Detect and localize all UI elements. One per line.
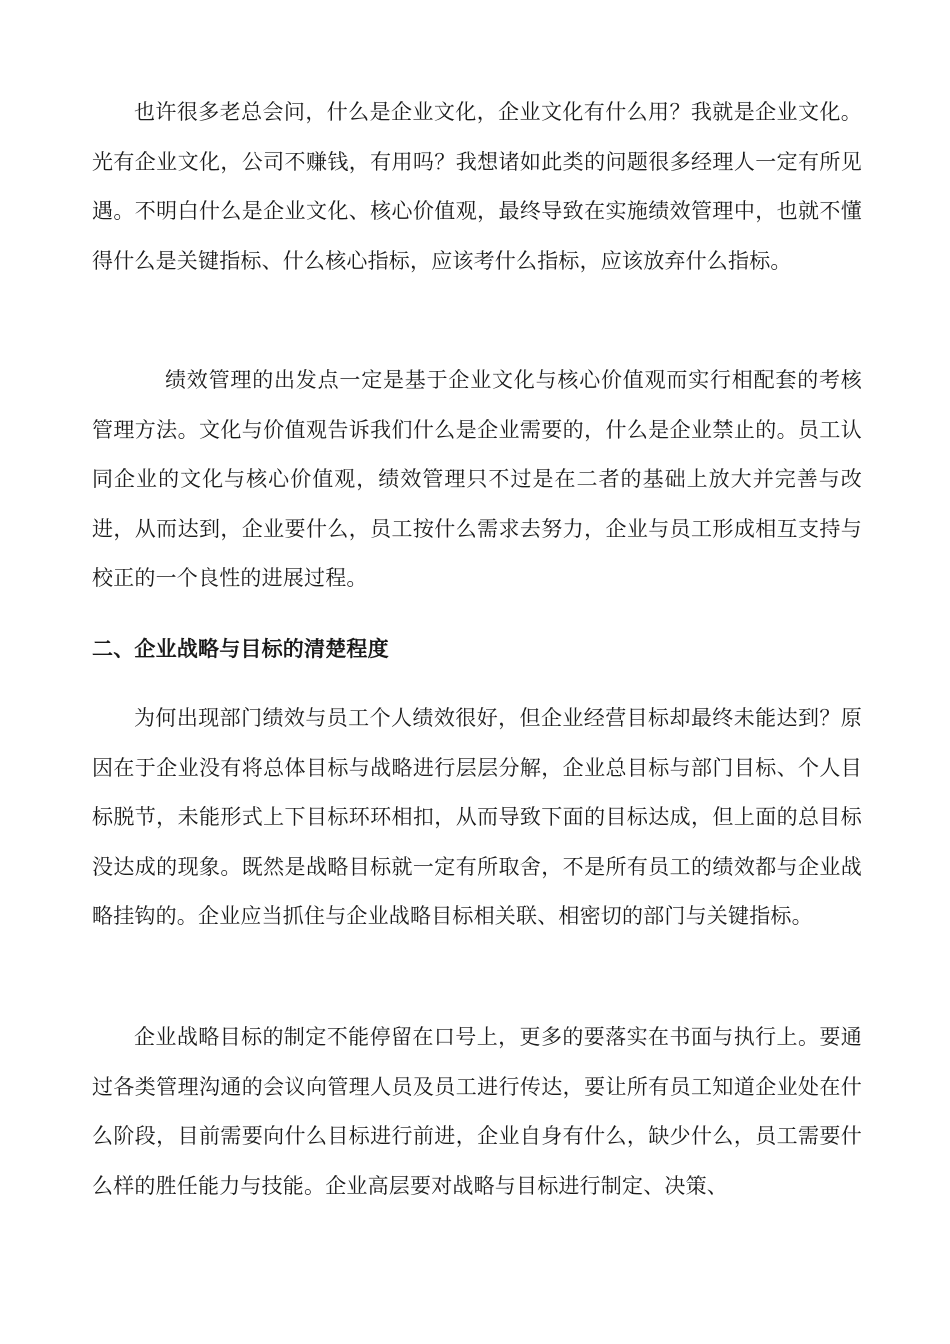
paragraph-performance-management: 绩效管理的出发点一定是基于企业文化与核心价值观而实行相配套的考核管理方法。文化与价值观告诉我们什么是企业需要的，什么是企业禁止的。员工认同企业的文化与核心价值观，绩效管理只不过是在二者的基础上放大并完善与改进，从而达到，企业要什么，员工按什么需求去努力，企业与员工形成相互支持与校正的一个良性的进展过程。 [92,368,862,590]
section-heading: 二、企业战略与目标的清楚程度 [92,636,389,661]
paragraph-strategy-implementation: 企业战略目标的制定不能停留在口号上，更多的要落实在书面与执行上。要通过各类管理沟通的会议向管理人员及员工进行传达，要让所有员工知道企业处在什么阶段，目前需要向什么目标进行前进，企业自身有什么，缺少什么，员工需要什么样的胜任能力与技能。企业高层要对战略与目标进行制定、决策、 [92,1025,862,1198]
paragraph-department-goals: 为何出现部门绩效与员工个人绩效很好，但企业经营目标却最终未能达到？原因在于企业没有将总体目标与战略进行层层分解，企业总目标与部门目标、个人目标脱节，未能形式上下目标环环相扣，从而导致下面的目标达成，但上面的总目标没达成的现象。既然是战略目标就一定有所取舍，不是所有员工的绩效都与企业战略挂钩的。企业应当抓住与企业战略目标相关联、相密切的部门与关键指标。 [92,706,862,928]
paragraph-corporate-culture: 也许很多老总会问，什么是企业文化，企业文化有什么用？我就是企业文化。光有企业文化，公司不赚钱，有用吗？我想诸如此类的问题很多经理人一定有所见遇。不明白什么是企业文化、核心价值观，最终导致在实施绩效管理中，也就不懂得什么是关键指标、什么核心指标，应该考什么指标，应该放弃什么指标。 [92,100,862,273]
